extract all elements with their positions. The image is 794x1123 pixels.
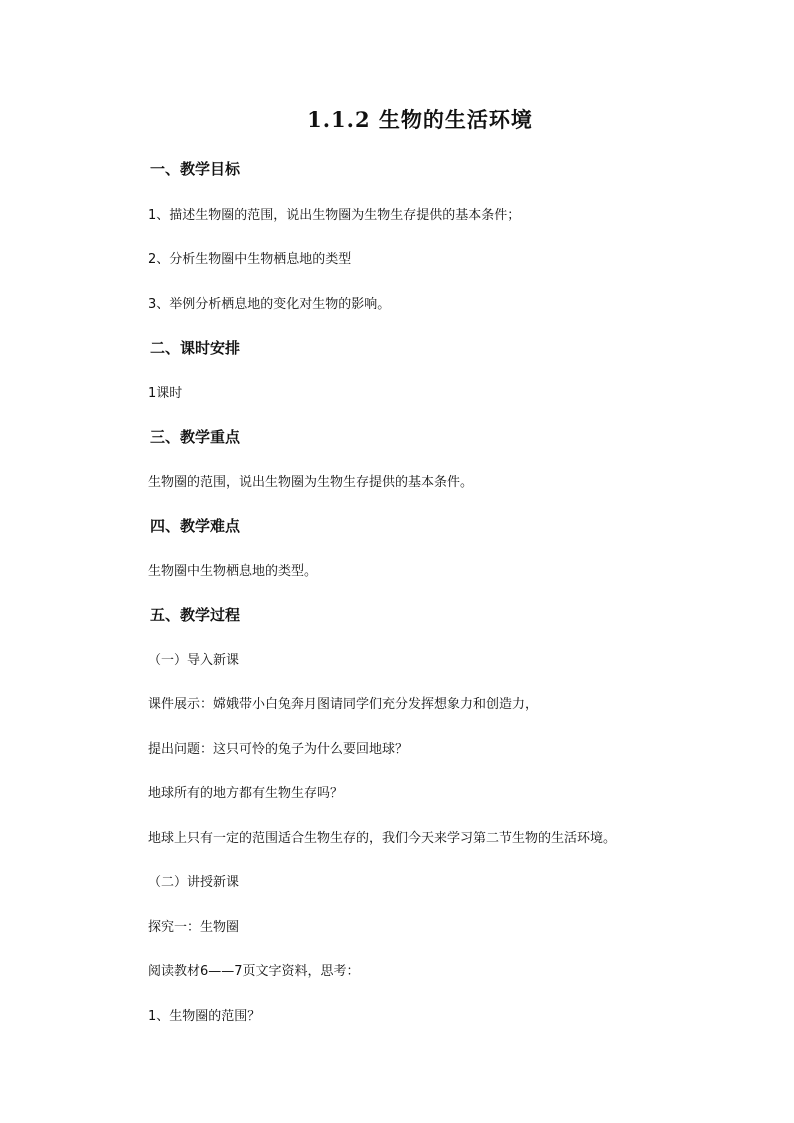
goal-1: 1、描述生物圈的范围，说出生物圈为生物生存提供的基本条件； [148, 208, 521, 223]
key-points-text: 生物圈的范围，说出生物圈为生物生存提供的基本条件。 [148, 475, 474, 490]
paragraph-1: 课件展示：嫦娥带小白兔奔月图请同学们充分发挥想象力和创造力， [148, 697, 539, 712]
document-title: 1.1.2 生物的生活环境 [307, 107, 533, 132]
paragraph-2: 提出问题：这只可怜的兔子为什么要回地球？ [148, 742, 409, 757]
subheading-new-lesson: （二）讲授新课 [148, 875, 240, 890]
class-hours-text: 1课时 [148, 386, 183, 401]
heading-class-hours: 二、课时安排 [150, 339, 241, 357]
paragraph-3: 地球所有的地方都有生物生存吗？ [148, 786, 344, 801]
paragraph-4: 地球上只有一定的范围适合生物生存的，我们今天来学习第二节生物的生活环境。 [148, 831, 617, 846]
goal-2: 2、分析生物圈中生物栖息地的类型 [148, 252, 352, 267]
paragraph-6: 阅读教材6——7页文字资料，思考： [148, 964, 360, 979]
difficulties-text: 生物圈中生物栖息地的类型。 [148, 564, 318, 579]
heading-teaching-goals: 一、教学目标 [150, 160, 241, 178]
paragraph-7: 1、生物圈的范围？ [148, 1009, 261, 1024]
heading-difficulties: 四、教学难点 [150, 517, 241, 535]
heading-key-points: 三、教学重点 [150, 428, 241, 446]
goal-3: 3、举例分析栖息地的变化对生物的影响。 [148, 297, 391, 312]
subheading-intro: （一）导入新课 [148, 653, 240, 668]
paragraph-5: 探究一：生物圈 [148, 920, 240, 935]
heading-teaching-process: 五、教学过程 [150, 606, 241, 624]
